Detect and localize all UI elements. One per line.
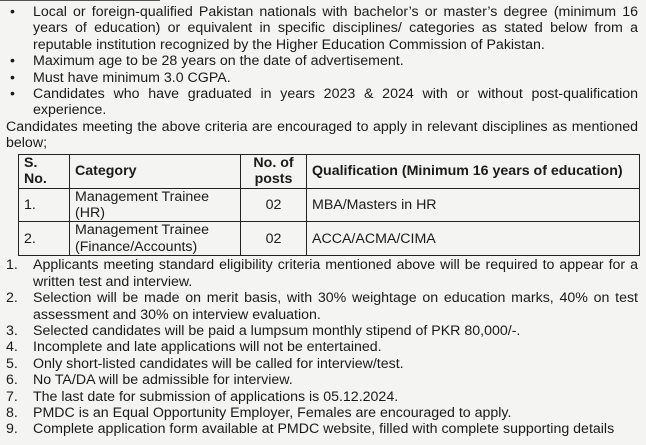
item-number: 9. [6,421,18,438]
cell-qualification: ACCA/ACMA/CIMA [307,222,640,256]
list-item [6,405,638,421]
cell-posts: 02 [241,188,307,222]
item-number: 3. [6,322,18,339]
item-text: PMDC is an Equal Opportunity Employer, Females are encouraged to apply. [33,404,512,421]
item-text: Complete application form available at PMDC website, filled with complete supporting details [33,421,615,438]
eligibility-text: Local or foreign-qualified Pakistan nationals with bachelor’s or master’s degree (minimum 16 years of education) or equivalent in specific disciplines/ categories as stated below from a reputable institution recognized by the Higher Education Commission of Pakistan. [33,4,638,53]
eligibility-item [6,4,638,53]
intro-paragraph: Candidates meeting the above criteria are encouraged to apply in relevant disciplines as mentioned below; [6,118,638,152]
cell-sno: 2. [19,222,70,256]
item-text: Only short-listed candidates will be called for interview/test. [33,355,404,372]
list-item [6,389,638,405]
item-number: 5. [6,355,18,372]
list-item [6,356,638,372]
positions-table [18,154,640,257]
item-text: Applicants meeting standard eligibility criteria mentioned above will be required to appear for a written test and interview. [33,257,638,290]
item-text: The last date for submission of applications is 05.12.2024. [33,388,399,405]
bullet-icon: • [10,4,15,20]
item-text: Incomplete and late applications will not be entertained. [33,339,382,356]
eligibility-text: Candidates who have graduated in years 2023 & 2024 with or without post-qualification experience. [33,86,638,119]
header-posts: No. of posts [241,154,307,188]
list-item [6,257,638,290]
table-header-row [19,154,640,188]
eligibility-item [6,86,638,119]
cell-posts: 02 [241,222,307,256]
cell-category: Management Trainee (Finance/Accounts) [70,222,241,256]
bullet-icon: • [10,53,15,70]
eligibility-text: Must have minimum 3.0 CGPA. [33,69,231,86]
eligibility-item [6,70,638,86]
header-sno: S. No. [19,154,70,188]
header-category: Category [70,154,241,188]
list-item [6,339,638,355]
item-number: 6. [6,372,18,389]
terms-list [6,257,638,437]
eligibility-text: Maximum age to be 28 years on the date of advertisement. [33,53,404,70]
item-number: 1. [6,257,18,274]
eligibility-item [6,53,638,69]
list-item [6,421,638,437]
eligibility-list [6,0,638,119]
item-text: No TA/DA will be admissible for interview. [33,372,293,389]
header-qualification: Qualification (Minimum 16 years of education) [307,154,640,188]
top-rule [0,0,160,1]
item-number: 8. [6,404,18,421]
item-number: 2. [6,290,18,307]
item-text: Selection will be made on merit basis, with 30% weightage on education marks, 40% on test assessment and 30% on interview evaluation. [33,290,638,323]
list-item [6,323,638,339]
list-item [6,290,638,323]
bullet-icon: • [10,69,15,86]
item-number: 4. [6,339,18,356]
cell-qualification: MBA/Masters in HR [307,188,640,222]
cell-category: Management Trainee (HR) [70,188,241,222]
bullet-icon: • [10,86,15,103]
table-row [19,188,640,222]
item-number: 7. [6,388,18,405]
list-item [6,372,638,388]
cell-sno: 1. [19,188,70,222]
table-row [19,222,640,256]
item-text: Selected candidates will be paid a lumpsum monthly stipend of PKR 80,000/-. [33,322,521,339]
